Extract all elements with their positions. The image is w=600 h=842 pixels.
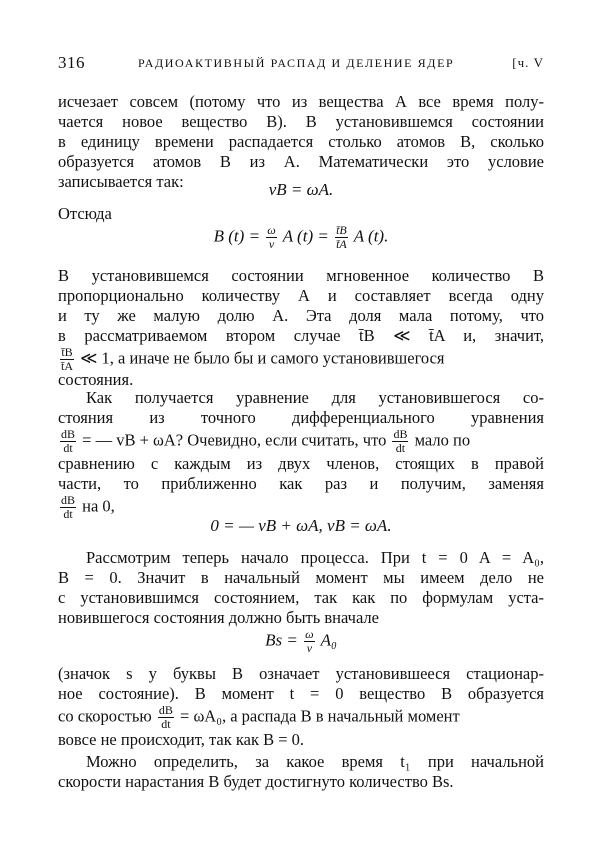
paragraph-4-cont xyxy=(58,568,544,628)
eq4-fraction: $\frac{\omega}{v}$ xyxy=(305,627,314,655)
equation-2 xyxy=(58,224,544,251)
ratio-fraction: $\frac{t̄B}{t̄A}$ xyxy=(61,345,73,373)
equation-1: vB = ωA. xyxy=(268,180,334,199)
text-line: Как получается уравнение для установившегося со- xyxy=(86,388,544,407)
paragraph-3 xyxy=(58,388,544,408)
text-line: сравнению с каждым из двух членов, стоящих в правой xyxy=(58,454,544,473)
text-line: чается новое вещество В). В установившемся состоянии xyxy=(58,112,544,131)
text-line: B = 0. Значит в начальный момент мы имеем дело не xyxy=(58,568,544,587)
text-line: новившегося состояния должно быть вначале xyxy=(58,608,379,627)
text-line: исчезает совсем (потому что из вещества А все время полу- xyxy=(58,92,544,111)
text-line: образуется атомов В из А. Математически это условие xyxy=(58,152,544,171)
eq2-fraction-1: $\frac{\omega}{v}$ xyxy=(267,223,276,251)
chapter-label: [ч. V xyxy=(512,55,544,70)
text-line: пропорционально количеству А и составляет всегда одну xyxy=(58,286,544,305)
dB-dt-fraction: $\frac{dB}{dt}$ xyxy=(61,493,76,521)
equation-3: 0 = — vB + ωA, vB = ωA. xyxy=(210,516,392,535)
running-title: РАДИОАКТИВНЫЙ РАСПАД И ДЕЛЕНИЕ ЯДЕР xyxy=(138,56,455,70)
text-line: состояния. xyxy=(58,370,134,389)
running-header xyxy=(58,53,544,77)
paragraph-2 xyxy=(58,266,544,390)
text-line: (значок s у буквы В означает установившееся стационар- xyxy=(58,664,544,683)
text-line: с установившимся состоянием, так как по формулам уста- xyxy=(58,588,544,607)
text-line: Рассмотрим теперь начало процесса. При t = 0 A = A₀, xyxy=(86,548,544,567)
page-number: 316 xyxy=(58,53,85,72)
text-line: $\frac{dB}{dt}$ на 0, xyxy=(61,493,115,521)
paragraph-1 xyxy=(58,92,544,192)
paragraph-3-cont xyxy=(58,408,544,520)
eq2-mid: A (t) = xyxy=(282,226,329,246)
dB-dt-fraction: $\frac{dB}{dt}$ xyxy=(158,703,173,731)
text-line: записывается так: xyxy=(58,172,184,191)
text-line: ное состояние). В момент t = 0 вещество В образуется xyxy=(58,684,544,703)
text-line: в единицу времени распадается столько атомов В, сколько xyxy=(58,132,544,151)
paragraph-5 xyxy=(58,664,544,750)
text-line: $\frac{dB}{dt}$ = — vB + ωA? Очевидно, если считать, что $\frac{dB}{dt}$ мало по xyxy=(61,427,471,455)
text-line: Отсюда xyxy=(58,204,112,223)
text-line: Можно определить, за какое время t₁ при начальной xyxy=(86,752,544,771)
text-line: со скоростью $\frac{dB}{dt}$ = ωA₀, а распада В в начальный момент xyxy=(58,703,460,731)
text-line: стояния из точного дифференциального уравнения xyxy=(58,408,544,427)
text-line: и ту же малую долю А. Эта доля мала потому, что xyxy=(58,306,544,325)
text-line: В установившемся состоянии мгновенное количество В xyxy=(58,266,544,285)
paragraph-6 xyxy=(58,752,544,772)
otsyuda xyxy=(58,204,544,224)
eq2-fraction-2: $\frac{t̄B}{t̄A}$ xyxy=(336,223,347,251)
eq2-right: A (t). xyxy=(353,226,389,246)
text-line: в рассматриваемом втором случае t̄B ≪ t̄A и, значит, xyxy=(58,326,544,345)
paragraph-6-cont xyxy=(58,772,544,792)
text-line: вовсе не происходит, так как B = 0. xyxy=(58,730,305,749)
paragraph-4 xyxy=(58,548,544,568)
dB-dt-fraction: $\frac{dB}{dt}$ xyxy=(393,427,408,455)
eq2-left: B (t) = xyxy=(213,226,261,246)
text-line: части, то приближенно как раз и получим, заменяя xyxy=(58,474,544,493)
dB-dt-fraction: $\frac{dB}{dt}$ xyxy=(61,427,76,455)
text-line: скорости нарастания В будет достигнуто количество Bs. xyxy=(58,772,454,791)
text-line: $\frac{t̄B}{t̄A}$ ≪ 1, а иначе не было бы и самого установившегося xyxy=(61,345,445,373)
equation-4: Bs = $\frac{\omega}{v}$ A₀ xyxy=(265,627,337,655)
